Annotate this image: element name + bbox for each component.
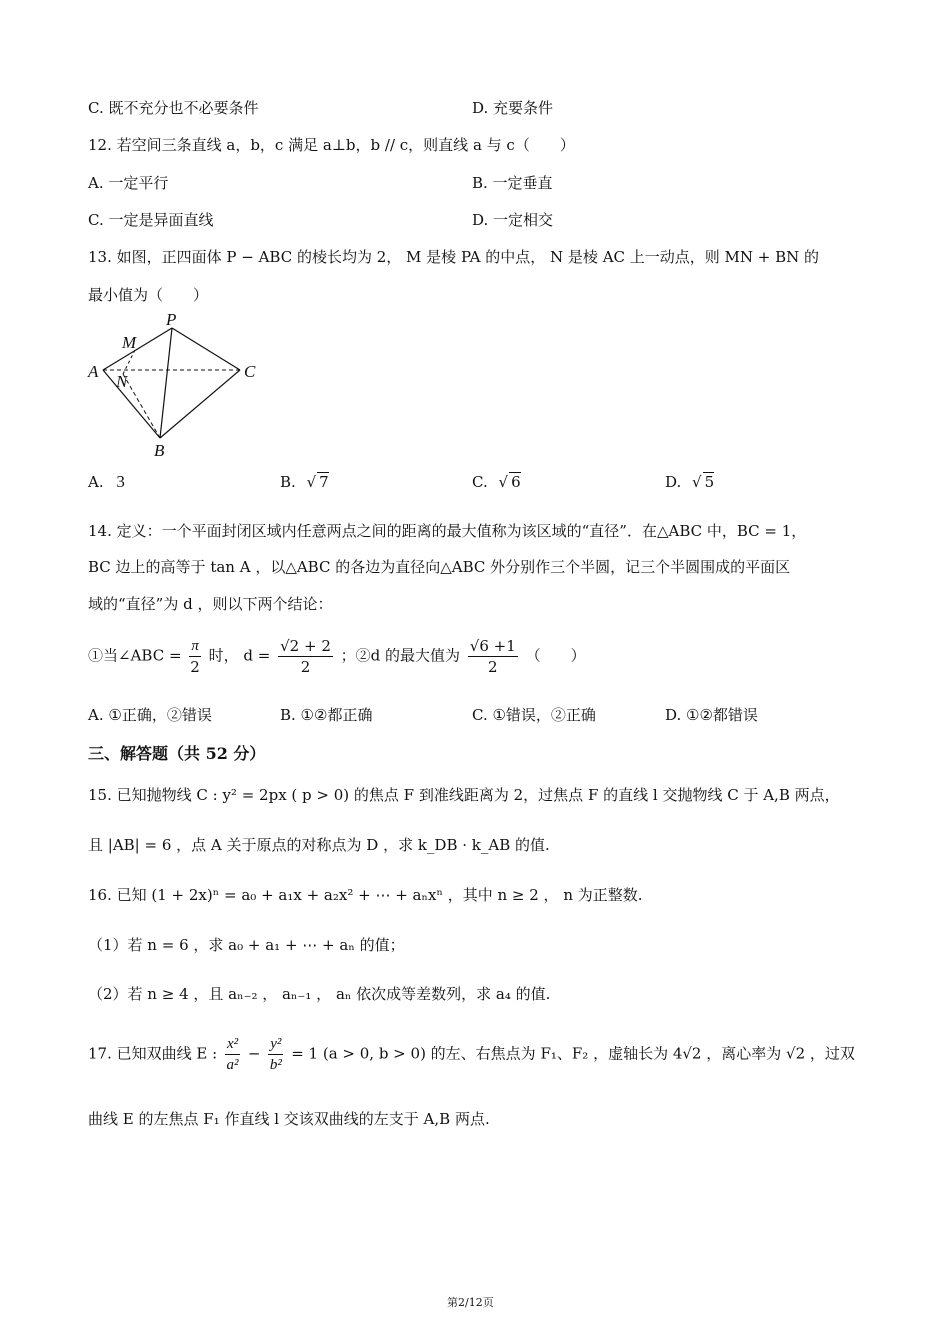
q13-option-a [88, 472, 125, 492]
q16-part1: （1）若 n = 6 ，求 a₀ + a₁ + ⋯ + aₙ 的值； [88, 936, 405, 954]
q13-option-a-label: A. [88, 473, 104, 491]
q13-option-d-label: D. [665, 473, 682, 491]
minus-sign: − [247, 1044, 261, 1063]
fraction-numerator: y² [268, 1034, 283, 1055]
fraction-numerator: √2 + 2 [280, 637, 331, 655]
q14-c1-mid: 时， d = [208, 646, 271, 665]
fraction-numerator: π [189, 636, 201, 657]
label-P: P [166, 310, 177, 329]
q15-line1: 15. 已知抛物线 C : y² = 2px ( p > 0) 的焦点 F 到准线距离为 2，过焦点 F 的直线 l 交抛物线 C 于 A,B 两点， [88, 786, 840, 804]
fraction-d-value [278, 636, 333, 677]
q16-part2: （2）若 n ≥ 4 ，且 aₙ₋₂ ， aₙ₋₁ ， aₙ 依次成等差数列，求 a₄ 的值. [88, 985, 551, 1003]
edge-PC [172, 328, 240, 370]
q12-option-c: C. 一定是异面直线 [88, 211, 214, 229]
q12-option-b: B. 一定垂直 [472, 174, 553, 192]
fraction-denominator: a² [226, 1057, 239, 1073]
q17-line1 [88, 1034, 855, 1075]
q13-option-c-label: C. [472, 473, 488, 491]
q14-option-c: C. ①错误，②正确 [472, 706, 596, 724]
q12-option-d: D. 一定相交 [472, 211, 554, 229]
page-number: 第2/12页 [447, 1296, 494, 1309]
fraction-x2-over-a2 [225, 1034, 240, 1075]
q14-line3: 域的“直径”为 d ，则以下两个结论： [88, 595, 333, 613]
q13-stem-line2: 最小值为（ ） [88, 286, 209, 304]
q13-option-d-value: 5 [704, 473, 715, 491]
q13-option-b-label: B. [280, 473, 296, 491]
edge-AB [103, 370, 160, 438]
fraction-pi-over-2 [189, 636, 201, 677]
q14-option-d: D. ①②都错误 [665, 706, 758, 724]
q14-c1-pre: ①当∠ABC = [88, 646, 182, 665]
q13-stem-line1: 13. 如图，正四面体 P − ABC 的棱长均为 2， M 是棱 PA 的中点， N 是棱 AC 上一动点，则 MN + BN 的 [88, 248, 820, 266]
q11-option-d: D. 充要条件 [472, 99, 554, 117]
fraction-numerator: x² [225, 1034, 240, 1055]
edge-PA [103, 328, 172, 370]
q11-option-c: C. 既不充分也不必要条件 [88, 99, 259, 117]
fraction-denominator: 2 [190, 658, 200, 676]
q13-option-b [280, 472, 329, 491]
q13-option-c [472, 472, 521, 491]
segment-NB [123, 374, 160, 438]
fraction-denominator: b² [269, 1057, 282, 1073]
label-A: A [88, 362, 99, 381]
fraction-numerator: √6 +1 [469, 637, 516, 655]
q13-option-a-value: 3 [116, 472, 125, 491]
q14-line1: 14. 定义：一个平面封闭区域内任意两点之间的距离的最大值称为该区域的“直径”．在△ABC 中，BC = 1， [88, 522, 807, 540]
q12-stem: 12. 若空间三条直线 a，b，c 满足 a⊥b，b // c，则直线 a 与 c（ ） [88, 136, 575, 154]
fraction-denominator: 2 [488, 658, 498, 676]
q17-post: = 1 (a > 0, b > 0) 的左、右焦点为 F₁、F₂ ，虚轴长为 4√2 ，离心率为 √2 ，过双 [291, 1044, 855, 1063]
label-C: C [244, 362, 256, 381]
q14-option-a: A. ①正确，②错误 [88, 706, 212, 724]
q13-option-d [665, 472, 714, 491]
q12-option-a: A. 一定平行 [88, 174, 169, 192]
q15-line2: 且 |AB| = 6 ，点 A 关于原点的对称点为 D ，求 k_DB · k_AB 的值. [88, 836, 550, 854]
label-B: B [154, 441, 165, 460]
q13-option-b-value: 7 [319, 473, 329, 491]
fraction-y2-over-b2 [268, 1034, 283, 1075]
q14-line2: BC 边上的高等于 tan A ，以△ABC 的各边为直径向△ABC 外分别作三个半圆，记三个半圆围成的平面区 [88, 558, 791, 576]
q16-line1: 16. 已知 (1 + 2x)ⁿ = a₀ + a₁x + a₂x² + ⋯ + aₙxⁿ ，其中 n ≥ 2 ， n 为正整数. [88, 886, 643, 904]
q14-option-b: B. ①②都正确 [280, 706, 373, 724]
fraction-d-max [468, 636, 518, 677]
q17-pre: 17. 已知双曲线 E : [88, 1044, 218, 1063]
label-M: M [122, 333, 137, 352]
label-N: N [116, 372, 128, 391]
sqrt-symbol: √ [692, 473, 702, 491]
q14-c2-post: （ ） [525, 646, 586, 665]
fraction-denominator: 2 [300, 658, 311, 676]
q13-option-c-value: 6 [511, 473, 521, 491]
tetrahedron-figure [80, 308, 270, 463]
section-heading: 三、解答题（共 52 分） [88, 744, 266, 763]
edge-PB [160, 328, 172, 438]
q14-c2-pre: ；②d 的最大值为 [340, 646, 461, 665]
sqrt-symbol: √ [306, 473, 317, 491]
sqrt-symbol: √ [498, 473, 509, 491]
edge-BC [160, 370, 240, 438]
q17-line2: 曲线 E 的左焦点 F₁ 作直线 l 交该双曲线的左支于 A,B 两点. [88, 1110, 490, 1128]
q14-conclusions [88, 636, 586, 677]
